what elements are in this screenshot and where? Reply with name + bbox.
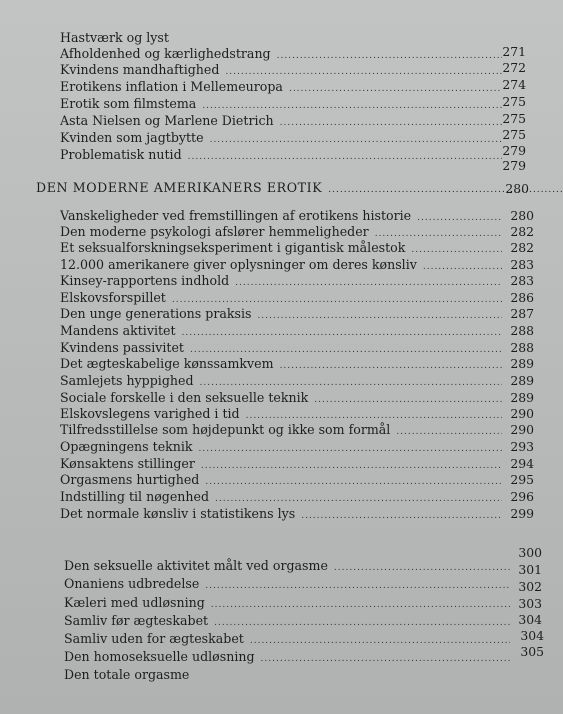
leader-dots <box>214 615 510 629</box>
leader-dots <box>205 474 502 488</box>
toc-page-number: 304 <box>518 612 542 627</box>
toc-page-number: 296 <box>510 489 534 504</box>
toc-entry <box>60 323 508 339</box>
toc-page-number: 279 <box>502 158 526 173</box>
toc-page-number: 282 <box>510 224 534 239</box>
toc-entry <box>60 340 508 356</box>
toc-entry-title: Elskovsforspillet <box>60 290 166 305</box>
toc-page-number: 304 <box>520 628 544 643</box>
toc-entry-title: Orgasmens hurtighed <box>60 472 200 487</box>
toc-entry-title: Mandens aktivitet <box>60 323 176 338</box>
toc-page-number: 288 <box>510 323 534 338</box>
toc-entry <box>60 208 508 224</box>
leader-dots <box>280 115 502 129</box>
toc-entry-title: Det normale kønsliv i statistikens lys <box>60 506 296 521</box>
toc-page-number: 295 <box>510 472 534 487</box>
toc-entry-title: Samliv uden for ægteskabet <box>64 631 244 646</box>
toc-entry-title: Kvindens passivitet <box>60 340 184 355</box>
toc-entry-title: Indstilling til nøgenhed <box>60 489 210 504</box>
leader-dots <box>411 242 502 256</box>
leader-dots <box>314 392 502 406</box>
leader-dots <box>246 408 502 422</box>
toc-entry <box>60 406 508 422</box>
toc-entry-title: Sociale forskelle i den seksuelle teknik <box>60 390 309 405</box>
leader-dots <box>188 149 502 163</box>
leader-dots <box>199 441 502 455</box>
chapter-heading <box>36 180 563 198</box>
leader-dots <box>225 64 502 78</box>
toc-entry-title: Hastværk og lyst <box>60 30 169 45</box>
toc-entry <box>60 306 508 322</box>
leader-dots <box>250 633 510 647</box>
toc-page-number: 301 <box>518 562 542 577</box>
toc-page-number: 290 <box>510 422 534 437</box>
toc-page-number: 280 <box>510 208 534 223</box>
toc-page-number: 272 <box>502 60 526 75</box>
leader-dots <box>202 98 502 112</box>
leader-dots <box>201 458 502 472</box>
toc-page-number: 286 <box>510 290 534 305</box>
toc-entry-title: Kvinden som jagtbytte <box>60 130 204 145</box>
toc-entry-title: Erotikens inflation i Mellemeuropa <box>60 79 283 94</box>
leader-dots <box>200 375 502 389</box>
toc-entry-title: Det ægteskabelige kønssamkvem <box>60 356 274 371</box>
leader-dots <box>261 651 510 665</box>
leader-dots <box>417 210 502 224</box>
toc-page-number: 300 <box>518 545 542 560</box>
leader-dots <box>190 342 502 356</box>
toc-page-number: 289 <box>510 356 534 371</box>
toc-entry-title: Den moderne psykologi afslører hemmeligheder <box>60 224 369 239</box>
toc-entry <box>60 373 508 389</box>
toc-entry <box>60 506 508 522</box>
toc-entry-title: Asta Nielsen og Marlene Dietrich <box>60 113 274 128</box>
toc-entry <box>64 595 516 611</box>
toc-entry <box>60 472 508 488</box>
toc-entry-title: Samlejets hyppighed <box>60 373 194 388</box>
toc-entry <box>60 290 508 306</box>
toc-page-number: 302 <box>518 579 542 594</box>
toc-entry <box>60 240 508 256</box>
toc-page-number: 289 <box>510 390 534 405</box>
leader-dots <box>280 358 502 372</box>
toc-page-number: 305 <box>520 644 544 659</box>
toc-entry-title: Afholdenhed og kærlighedstrang <box>60 46 271 61</box>
toc-entry-title: Kæleri med udløsning <box>64 595 205 610</box>
toc-page-number: 279 <box>502 143 526 158</box>
toc-entry-title: Onaniens udbredelse <box>64 576 200 591</box>
leader-dots <box>301 508 502 522</box>
toc-entry-title: 12.000 amerikanere giver oplysninger om deres kønsliv <box>60 257 417 272</box>
leader-dots <box>172 292 502 306</box>
toc-entry-title: Den seksuelle aktivitet målt ved orgasme <box>64 558 328 573</box>
leader-dots <box>210 132 502 146</box>
toc-entry <box>60 62 508 78</box>
toc-entry-title: Den unge generations praksis <box>60 306 252 321</box>
toc-entry <box>60 147 508 163</box>
toc-entry-title: Et seksualforskningseksperiment i gigantisk målestok <box>60 240 406 255</box>
toc-entry <box>60 489 508 505</box>
chapter-page-number: 280 <box>505 181 529 196</box>
toc-entry <box>64 649 516 665</box>
toc-entry <box>64 631 516 647</box>
toc-page-number: 275 <box>502 111 526 126</box>
toc-page-number: 275 <box>502 127 526 142</box>
chapter-title: DEN MODERNE AMERIKANERS EROTIK <box>36 180 323 195</box>
leader-dots <box>205 578 510 592</box>
toc-entry <box>60 224 508 240</box>
toc-entry-title: Samliv før ægteskabet <box>64 613 209 628</box>
toc-entry-title: Kinsey-rapportens indhold <box>60 273 230 288</box>
toc-entry <box>60 96 508 112</box>
toc-page-number: 303 <box>518 596 542 611</box>
toc-page-number: 274 <box>502 77 526 92</box>
toc-page-number: 283 <box>510 257 534 272</box>
toc-page-number: 283 <box>510 273 534 288</box>
toc-entry <box>64 613 516 629</box>
leader-dots <box>215 491 502 505</box>
toc-page-number: 294 <box>510 456 534 471</box>
toc-entry-title: Kvindens mandhaftighed <box>60 62 220 77</box>
leader-dots <box>257 308 502 322</box>
toc-entry <box>60 30 178 46</box>
toc-entry <box>64 558 516 574</box>
toc-entry-title: Elskovslegens varighed i tid <box>60 406 240 421</box>
toc-page-number: 271 <box>502 44 526 59</box>
toc-page-number: 288 <box>510 340 534 355</box>
toc-page-number: 299 <box>510 506 534 521</box>
toc-entry-title: Kønsaktens stillinger <box>60 456 195 471</box>
toc-entry <box>64 576 516 592</box>
toc-entry <box>60 422 508 438</box>
toc-entry <box>60 390 508 406</box>
leader-dots <box>396 424 502 438</box>
toc-entry <box>60 46 508 62</box>
toc-page-number: 287 <box>510 306 534 321</box>
toc-entry <box>60 257 508 273</box>
toc-entry <box>60 79 508 95</box>
toc-entry <box>60 130 508 146</box>
toc-page-number: 293 <box>510 439 534 454</box>
toc-entry <box>60 356 508 372</box>
leader-dots <box>375 226 502 240</box>
leader-dots <box>289 81 502 95</box>
leader-dots <box>211 597 510 611</box>
toc-page-number: 275 <box>502 94 526 109</box>
toc-entry-title: Tilfredsstillelse som højdepunkt og ikke som formål <box>60 422 391 437</box>
leader-dots <box>235 275 502 289</box>
toc-entry-title: Vanskeligheder ved fremstillingen af erotikens historie <box>60 208 412 223</box>
toc-entry <box>60 439 508 455</box>
toc-page-number: 289 <box>510 373 534 388</box>
toc-entry <box>64 667 304 683</box>
toc-entry-title: Erotik som filmstema <box>60 96 197 111</box>
leader-dots <box>182 325 502 339</box>
toc-entry-title: Problematisk nutid <box>60 147 182 162</box>
toc-entry-title: Den totale orgasme <box>64 667 190 682</box>
leader-dots <box>423 259 502 273</box>
toc-entry <box>60 113 508 129</box>
toc-entry-title: Den homoseksuelle udløsning <box>64 649 255 664</box>
leader-dots <box>277 48 502 62</box>
toc-entry <box>60 273 508 289</box>
toc-page-number: 290 <box>510 406 534 421</box>
leader-dots <box>334 560 510 574</box>
toc-page-number: 282 <box>510 240 534 255</box>
toc-entry <box>60 456 508 472</box>
toc-entry-title: Opægningens teknik <box>60 439 193 454</box>
